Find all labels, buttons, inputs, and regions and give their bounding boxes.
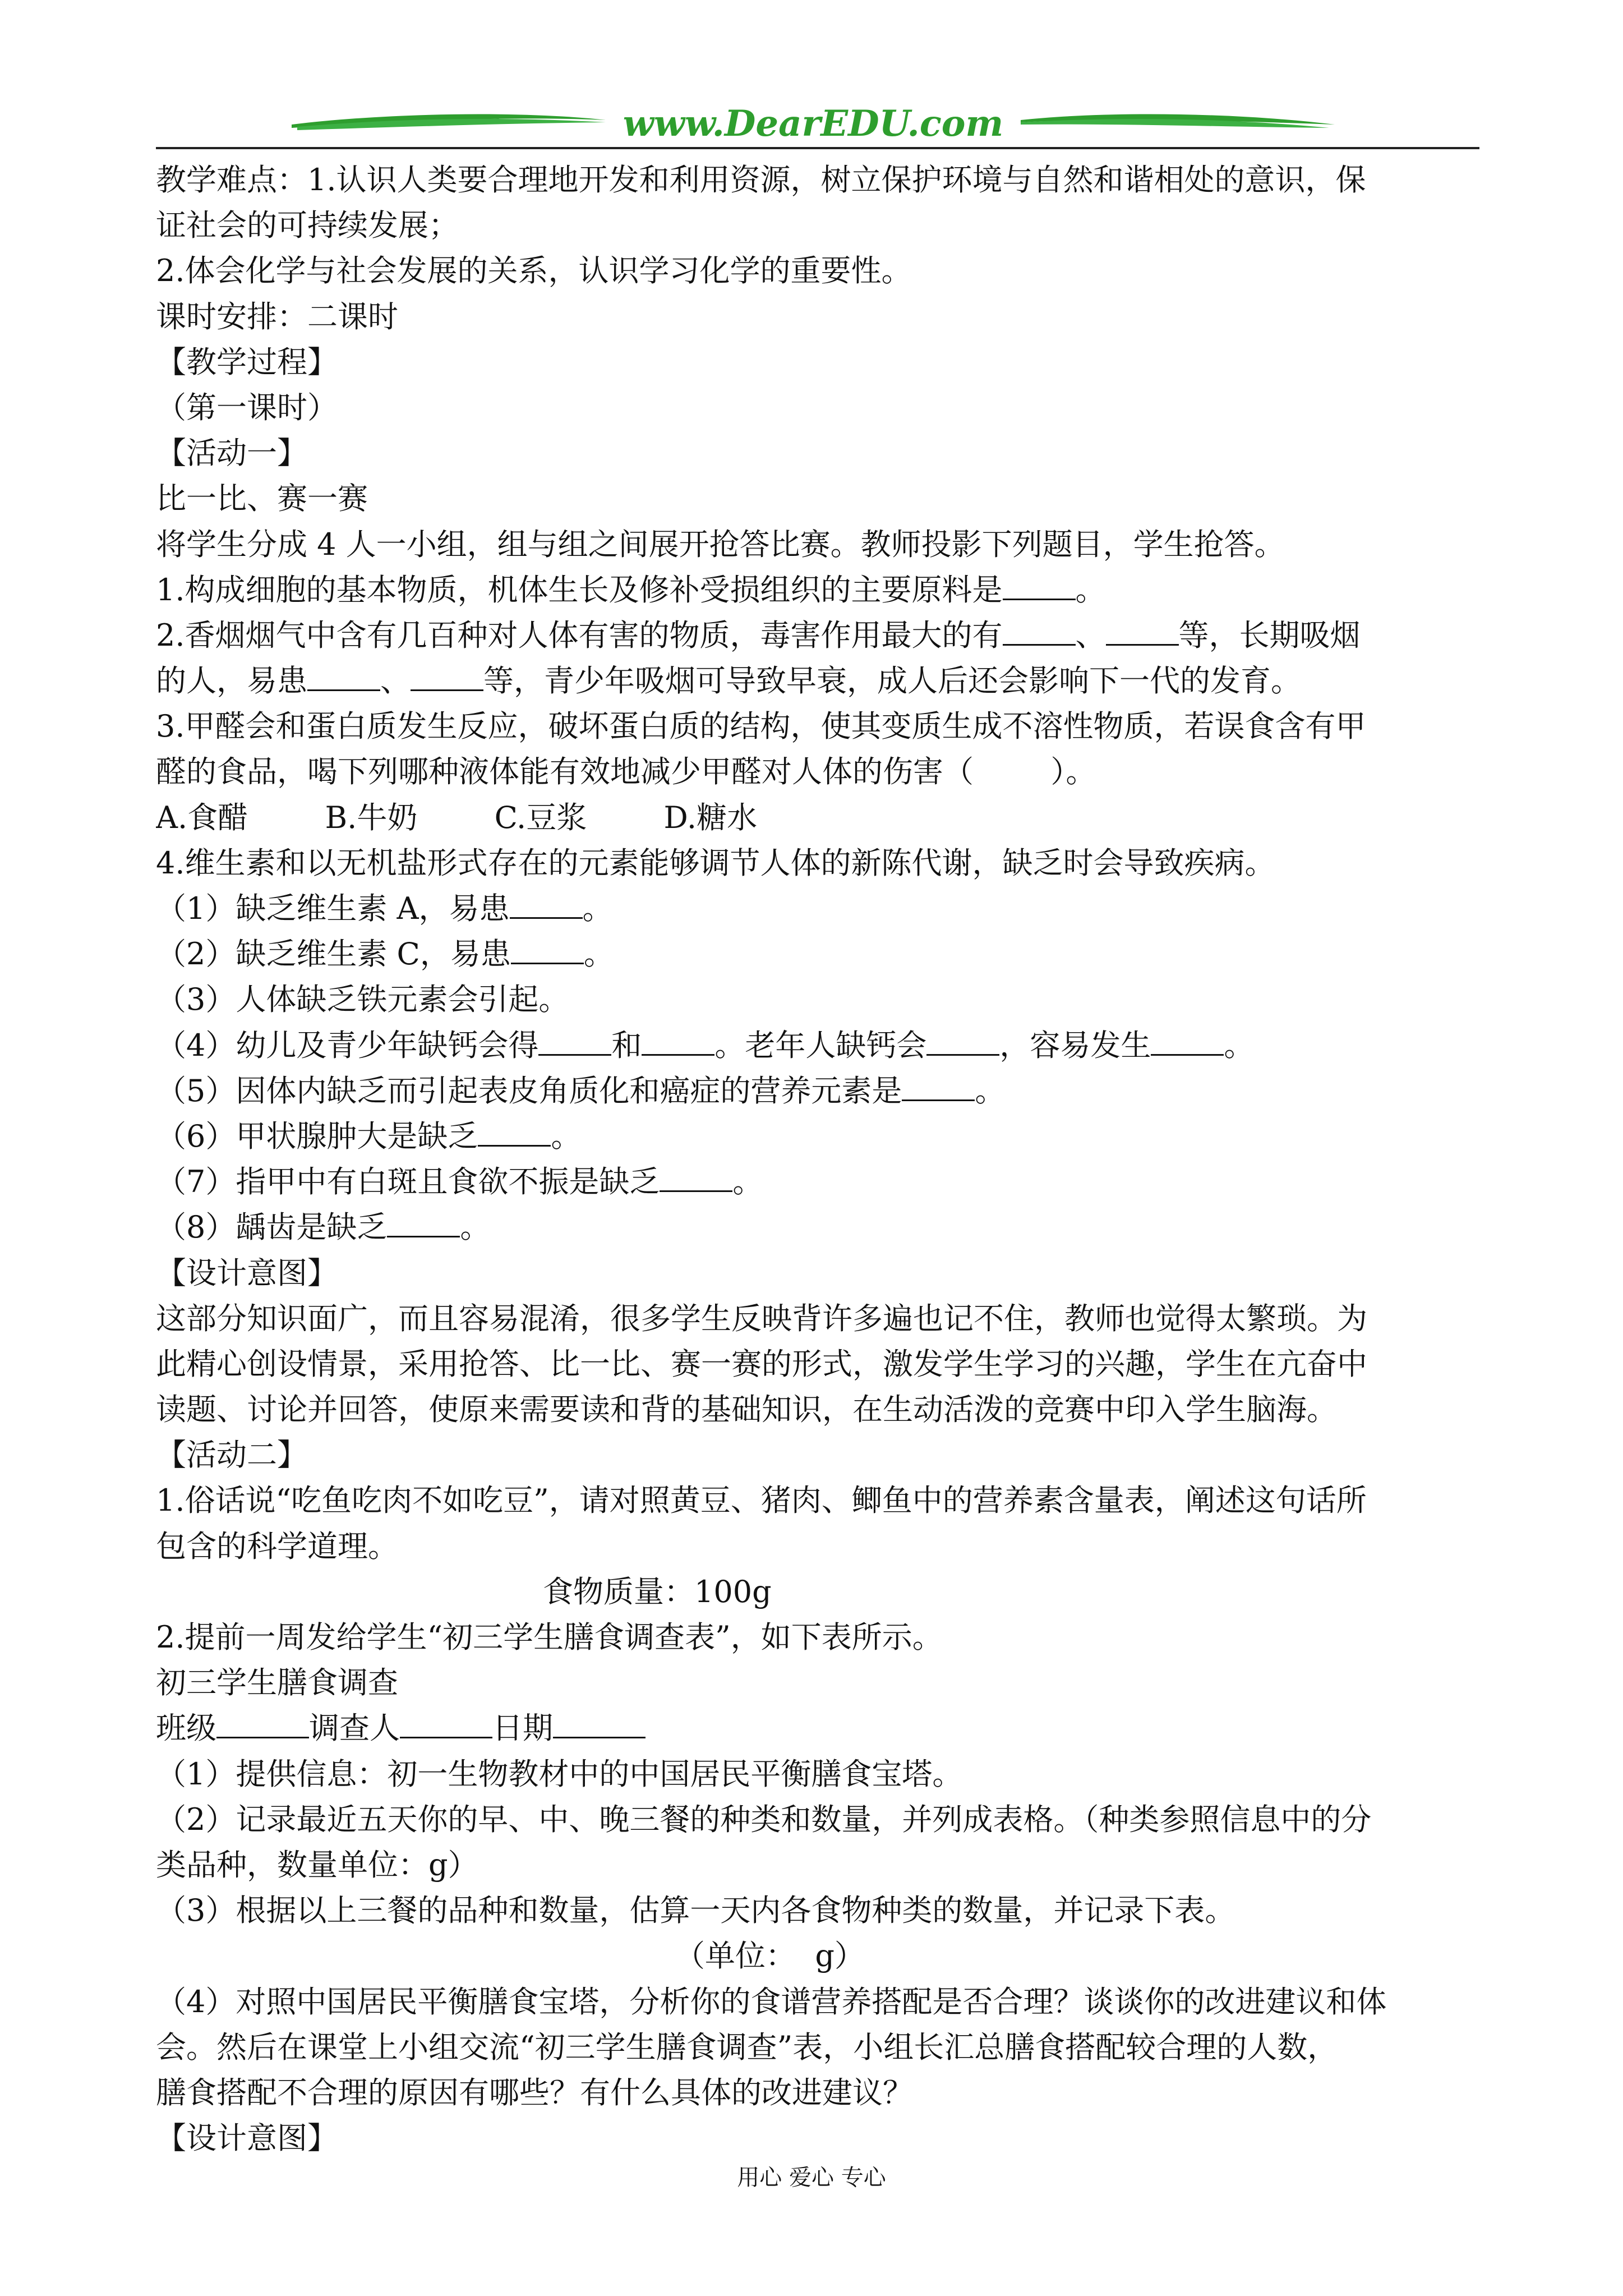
section-heading: 【活动一】 [156,435,307,471]
text-line: （4）对照中国居民平衡膳食宝塔，分析你的食谱营养搭配是否合理？谈谈你的改进建议和体 [156,1984,1387,2019]
text-line: 证社会的可持续发展； [156,208,459,243]
text-line: 3.甲醛会和蛋白质发生反应，破坏蛋白质的结构，使其变质生成不溶性物质，若误食含有甲 [156,708,1366,744]
fill-blank [926,1032,999,1056]
question-line: （6）甲状腺肿大是缺乏 。 [156,1118,582,1154]
fill-blank [902,1077,975,1101]
fill-blank [411,667,483,691]
fill-blank [1003,576,1076,600]
logo-text: www.DearEDU.com [623,103,1004,145]
fill-blank [1106,622,1179,646]
fill-blank [538,1032,611,1056]
text-line: 醛的食品，喝下列哪种液体能有效地减少甲醛对人体的伤害（ ）。 [156,754,1096,790]
section-heading: 【设计意图】 [156,1255,338,1291]
header-rule [156,147,1479,149]
fill-blank [510,895,583,919]
text-line: 类品种，数量单位：g） [156,1847,478,1883]
fill-blank [660,1168,732,1192]
text-line: 将学生分成 4 人一小组，组与组之间展开抢答比赛。教师投影下列题目，学生抢答。 [156,526,1285,562]
text-line: 2.提前一周发给学生“初三学生膳食调查表”，如下表所示。 [156,1619,943,1655]
text-line: 包含的科学道理。 [156,1528,398,1564]
question-line: （8）龋齿是缺乏 。 [156,1209,491,1245]
section-heading: 【活动二】 [156,1437,307,1473]
fill-blank [307,667,380,691]
page-footer: 用心 爱心 专心 [737,2165,886,2191]
fill-blank [1151,1032,1224,1056]
question-line: 1.构成细胞的基本物质，机体生长及修补受损组织的主要原料是 。 [156,572,1106,608]
text-line: 会。然后在课堂上小组交流“初三学生膳食调查”表，小组长汇总膳食搭配较合理的人数， [156,2029,1338,2065]
table-caption: 食物质量：100g [543,1573,772,1609]
survey-title: 初三学生膳食调查 [156,1665,398,1701]
fill-blank [216,1714,309,1738]
question-line: 的人，易患 、 等，青少年吸烟可导致早衰，成人后还会影响下一代的发育。 [156,663,1301,699]
page-header [0,0,1623,151]
text-line: 此精心创设情景，采用抢答、比一比、赛一赛的形式，激发学生学习的兴趣，学生在亢奋中 [156,1346,1367,1382]
text-line: 教学难点：1.认识人类要合理地开发和利用资源，树立保护环境与自然和谐相处的意识，保 [156,162,1366,197]
fill-blank [642,1032,714,1056]
fill-blank [1003,622,1076,646]
question-line: （1）缺乏维生素 A，易患 。 [156,891,613,926]
fill-blank [400,1714,492,1738]
question-line: （5）因体内缺乏而引起表皮角质化和癌症的营养元素是 。 [156,1073,1006,1108]
deareddu-logo [292,101,1335,151]
section-heading: 【教学过程】 [156,344,338,380]
text-line: 4.维生素和以无机盐形式存在的元素能够调节人体的新陈代谢，缺乏时会导致疾病。 [156,845,1275,881]
fill-blank [478,1122,551,1147]
question-line: （7）指甲中有白斑且食欲不振是缺乏 。 [156,1164,763,1200]
text-line: 读题、讨论并回答，使原来需要读和背的基础知识，在生动活泼的竞赛中印入学生脑海。 [156,1392,1337,1428]
text-line: 1.俗话说“吃鱼吃肉不如吃豆”，请对照黄豆、猪肉、鲫鱼中的营养素含量表，阐述这句话所 [156,1483,1367,1519]
question-line: （2）缺乏维生素 C，易患 。 [156,936,614,972]
document-body [156,157,1485,2161]
text-line: （3）根据以上三餐的品种和数量，估算一天内各食物种类的数量，并记录下表。 [156,1893,1235,1929]
section-heading: 【设计意图】 [156,2120,338,2156]
text-line: （1）提供信息：初一生物教材中的中国居民平衡膳食宝塔。 [156,1756,963,1792]
question-line: （3）人体缺乏铁元素会引起。 [156,982,569,1018]
text-line: 2.体会化学与社会发展的关系，认识学习化学的重要性。 [156,253,912,289]
choice-options: A.食醋 B.牛奶 C.豆浆 D.糖水 [156,799,758,835]
text-line: 膳食搭配不合理的原因有哪些？有什么具体的改进建议？ [156,2074,913,2110]
unit-caption: （单位： g） [675,1938,865,1974]
question-line: 2.香烟烟气中含有几百种对人体有害的物质，毒害作用最大的有 、 等，长期吸烟 [156,617,1361,653]
text-line: 比一比、赛一赛 [156,481,368,517]
fill-blank [511,940,584,964]
fill-blank [387,1213,460,1237]
text-line: （第一课时） [156,389,338,425]
text-line: 这部分知识面广，而且容易混淆，很多学生反映背许多遍也记不住，教师也觉得太繁琐。为 [156,1300,1367,1336]
text-line: 课时安排：二课时 [156,298,398,334]
question-line: （4）幼儿及青少年缺钙会得 和 。老年人缺钙会 ，容易发生 。 [156,1027,1255,1063]
survey-fields: 班级 调查人 日期 [156,1705,1485,1751]
text-line: （2）记录最近五天你的早、中、晚三餐的种类和数量，并列成表格。（种类参照信息中的分 [156,1801,1372,1837]
fill-blank [553,1714,645,1738]
